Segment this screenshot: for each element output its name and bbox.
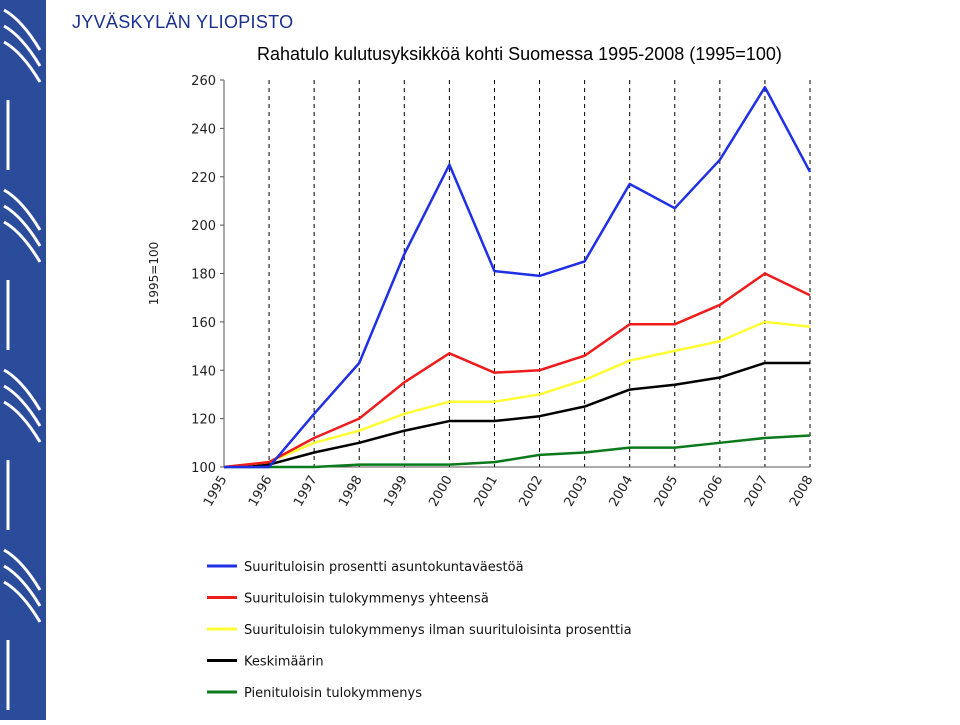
y-tick-label: 260 <box>191 74 216 89</box>
y-tick-label: 160 <box>191 315 216 331</box>
legend-label: Suurituloisin tulokymmenys yhteensä <box>244 591 489 607</box>
x-tick-label: 1999 <box>381 473 411 510</box>
x-tick-label: 2004 <box>606 473 637 510</box>
y-tick-label: 180 <box>191 267 216 283</box>
x-tick-label: 2000 <box>426 473 456 510</box>
y-axis-label: 1995=100 <box>147 241 161 306</box>
x-tick-label: 2003 <box>561 473 592 510</box>
y-tick-label: 220 <box>191 170 216 186</box>
x-tick-label: 2002 <box>516 473 547 510</box>
y-tick-label: 140 <box>191 364 216 380</box>
x-tick-label: 2001 <box>471 473 501 510</box>
y-tick-label: 240 <box>191 122 216 138</box>
x-tick-label: 1997 <box>291 473 321 510</box>
y-tick-labels <box>191 74 224 476</box>
x-tick-label: 2007 <box>741 473 772 510</box>
x-tick-label: 2008 <box>786 473 817 510</box>
y-tick-label: 200 <box>191 219 216 235</box>
x-tick-label: 1998 <box>336 473 366 510</box>
x-tick-label: 1995 <box>200 473 231 510</box>
legend-label: Pienituloisin tulokymmenys <box>244 686 422 701</box>
y-tick-label: 100 <box>191 461 216 476</box>
x-tick-label: 2005 <box>651 473 682 510</box>
chart-title: Rahatulo kulutusyksikköä kohti Suomessa 1995-2008 (1995=100) <box>257 44 782 64</box>
legend-label: Suurituloisin tulokymmenys ilman suurituloisinta prosenttia <box>244 623 632 638</box>
y-tick-label: 120 <box>191 412 216 428</box>
x-tick-label: 2006 <box>696 473 727 510</box>
university-name: JYVÄSKYLÄN YLIOPISTO <box>72 12 294 32</box>
legend <box>207 560 632 701</box>
x-tick-label: 1996 <box>246 473 276 510</box>
legend-label: Keskimäärin <box>244 654 324 670</box>
legend-label: Suurituloisin prosentti asuntokuntaväestöä <box>244 560 524 575</box>
x-tick-labels <box>201 473 817 509</box>
